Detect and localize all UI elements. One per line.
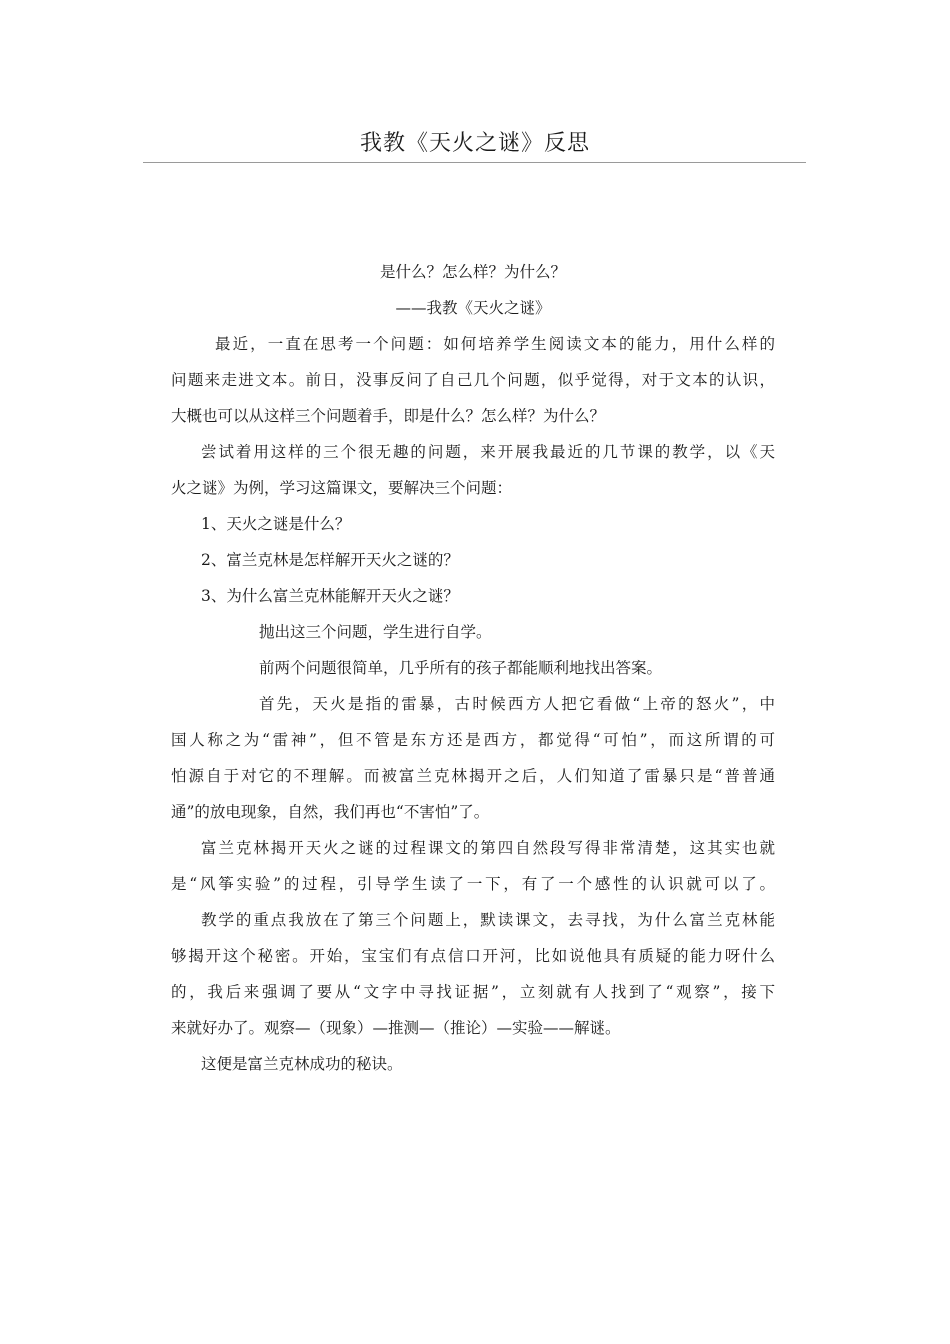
paragraph-line: 怕源自于对它的不理解。而被富兰克林揭开之后，人们知道了雷暴只是“普普通 — [171, 767, 775, 785]
paragraph-line: 富兰克林揭开天火之谜的过程课文的第四自然段写得非常清楚，这其实也就 — [201, 839, 775, 857]
list-item: 2、富兰克林是怎样解开天火之谜的？ — [201, 551, 459, 569]
list-item: 3、为什么富兰克林能解开天火之谜？ — [201, 587, 459, 605]
paragraph-line: 前两个问题很简单，几乎所有的孩子都能顺利地找出答案。 — [259, 659, 663, 677]
subtitle: 是什么？怎么样？为什么？ — [379, 263, 566, 281]
paragraph-line: 抛出这三个问题，学生进行自学。 — [259, 623, 492, 641]
paragraph-line: 大概也可以从这样三个问题着手，即是什么？怎么样？为什么？ — [171, 407, 606, 425]
paragraph-line: 问题来走进文本。前日，没事反问了自己几个问题，似乎觉得，对于文本的认识， — [171, 371, 775, 389]
paragraph-line: 来就好办了。观察—（现象）—推测—（推论）—实验——解谜。 — [171, 1019, 621, 1037]
title-divider — [143, 162, 806, 163]
document-body — [171, 254, 775, 1082]
paragraph-line: 够揭开这个秘密。开始，宝宝们有点信口开河，比如说他具有质疑的能力呀什么 — [171, 947, 775, 965]
paragraph-line: 尝试着用这样的三个很无趣的问题，来开展我最近的几节课的教学，以《天 — [201, 443, 775, 461]
paragraph-line: 通”的放电现象，自然，我们再也“不害怕”了。 — [171, 803, 490, 821]
paragraph-line: 的，我后来强调了要从“文字中寻找证据”，立刻就有人找到了“观察”，接下 — [171, 983, 775, 1001]
paragraph-line: 教学的重点我放在了第三个问题上，默读课文，去寻找，为什么富兰克林能 — [201, 911, 775, 929]
page-title: 我教《天火之谜》反思 — [359, 131, 590, 156]
paragraph-line: 火之谜》为例，学习这篇课文，要解决三个问题： — [171, 479, 513, 497]
subtitle-byline: ——我教《天火之谜》 — [395, 299, 551, 317]
paragraph-line: 最近，一直在思考一个问题：如何培养学生阅读文本的能力，用什么样的 — [215, 335, 775, 353]
list-item: 1、天火之谜是什么？ — [201, 515, 351, 533]
paragraph-line: 首先，天火是指的雷暴，古时候西方人把它看做“上帝的怒火”，中 — [259, 695, 775, 713]
paragraph-line: 这便是富兰克林成功的秘诀。 — [201, 1055, 403, 1073]
paragraph-line: 国人称之为“雷神”，但不管是东方还是西方，都觉得“可怕”，而这所谓的可 — [171, 731, 775, 749]
paragraph-line: 是“风筝实验”的过程，引导学生读了一下，有了一个感性的认识就可以了。 — [171, 875, 775, 893]
